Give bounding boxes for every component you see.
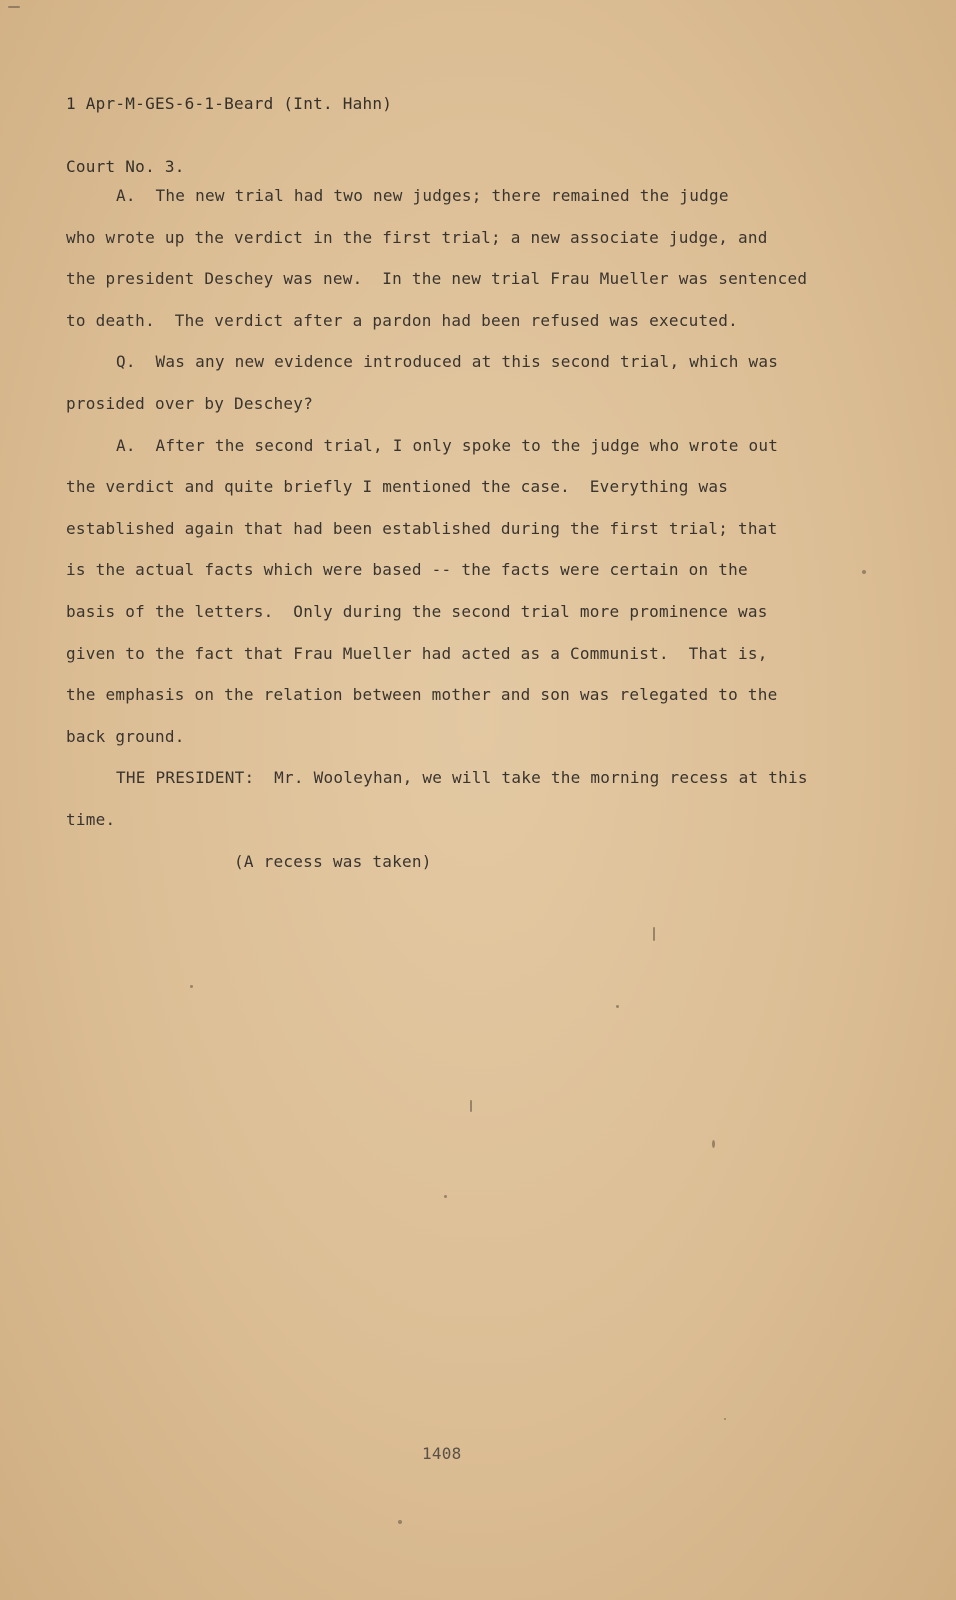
answer-paragraph-line: the emphasis on the relation between mother and son was relegated to the: [66, 685, 778, 705]
answer-paragraph-line: to death. The verdict after a pardon had been refused was executed.: [66, 310, 739, 330]
header-docket-line: 1 Apr-M-GES-6-1-Beard (Int. Hahn): [66, 94, 393, 113]
answer-paragraph-line: established again that had been established during the first trial; that: [66, 518, 778, 538]
paper-speck: [8, 6, 20, 8]
question-paragraph-line: Q. Was any new evidence introduced at this second trial, which was: [116, 352, 779, 372]
answer-paragraph-line: who wrote up the verdict in the first trial; a new associate judge, and: [66, 227, 768, 247]
answer-paragraph-line: is the actual facts which were based -- the facts were certain on the: [66, 560, 748, 580]
answer-paragraph-line: given to the fact that Frau Mueller had acted as a Communist. That is,: [66, 643, 768, 663]
header-court-line: Court No. 3.: [66, 157, 185, 176]
president-statement-line: time.: [66, 809, 116, 829]
question-paragraph-line: prosided over by Deschey?: [66, 393, 314, 413]
answer-paragraph-line: A. The new trial had two new judges; there remained the judge: [116, 186, 729, 205]
answer-paragraph-line: A. After the second trial, I only spoke to the judge who wrote out: [116, 435, 779, 455]
paper-speck: [653, 927, 655, 941]
paper-speck: [712, 1140, 715, 1148]
answer-paragraph-line: the president Deschey was new. In the new trial Frau Mueller was sentenced: [66, 269, 808, 289]
paper-speck: [470, 1100, 472, 1112]
recess-note: (A recess was taken): [234, 851, 432, 871]
answer-paragraph-line: the verdict and quite briefly I mentioned the case. Everything was: [66, 477, 729, 497]
paper-speck: [862, 570, 866, 574]
page-number: 1408: [422, 1444, 462, 1463]
paper-speck: [616, 1005, 619, 1008]
transcript-body: [66, 175, 866, 882]
paper-speck: [724, 1418, 726, 1420]
paper-speck: [398, 1520, 402, 1524]
paper-speck: [444, 1195, 447, 1198]
paper-speck: [190, 985, 193, 988]
president-statement-line: THE PRESIDENT: Mr. Wooleyhan, we will take the morning recess at this: [116, 768, 808, 788]
answer-paragraph-line: back ground.: [66, 726, 185, 746]
answer-paragraph-line: basis of the letters. Only during the second trial more prominence was: [66, 601, 768, 621]
